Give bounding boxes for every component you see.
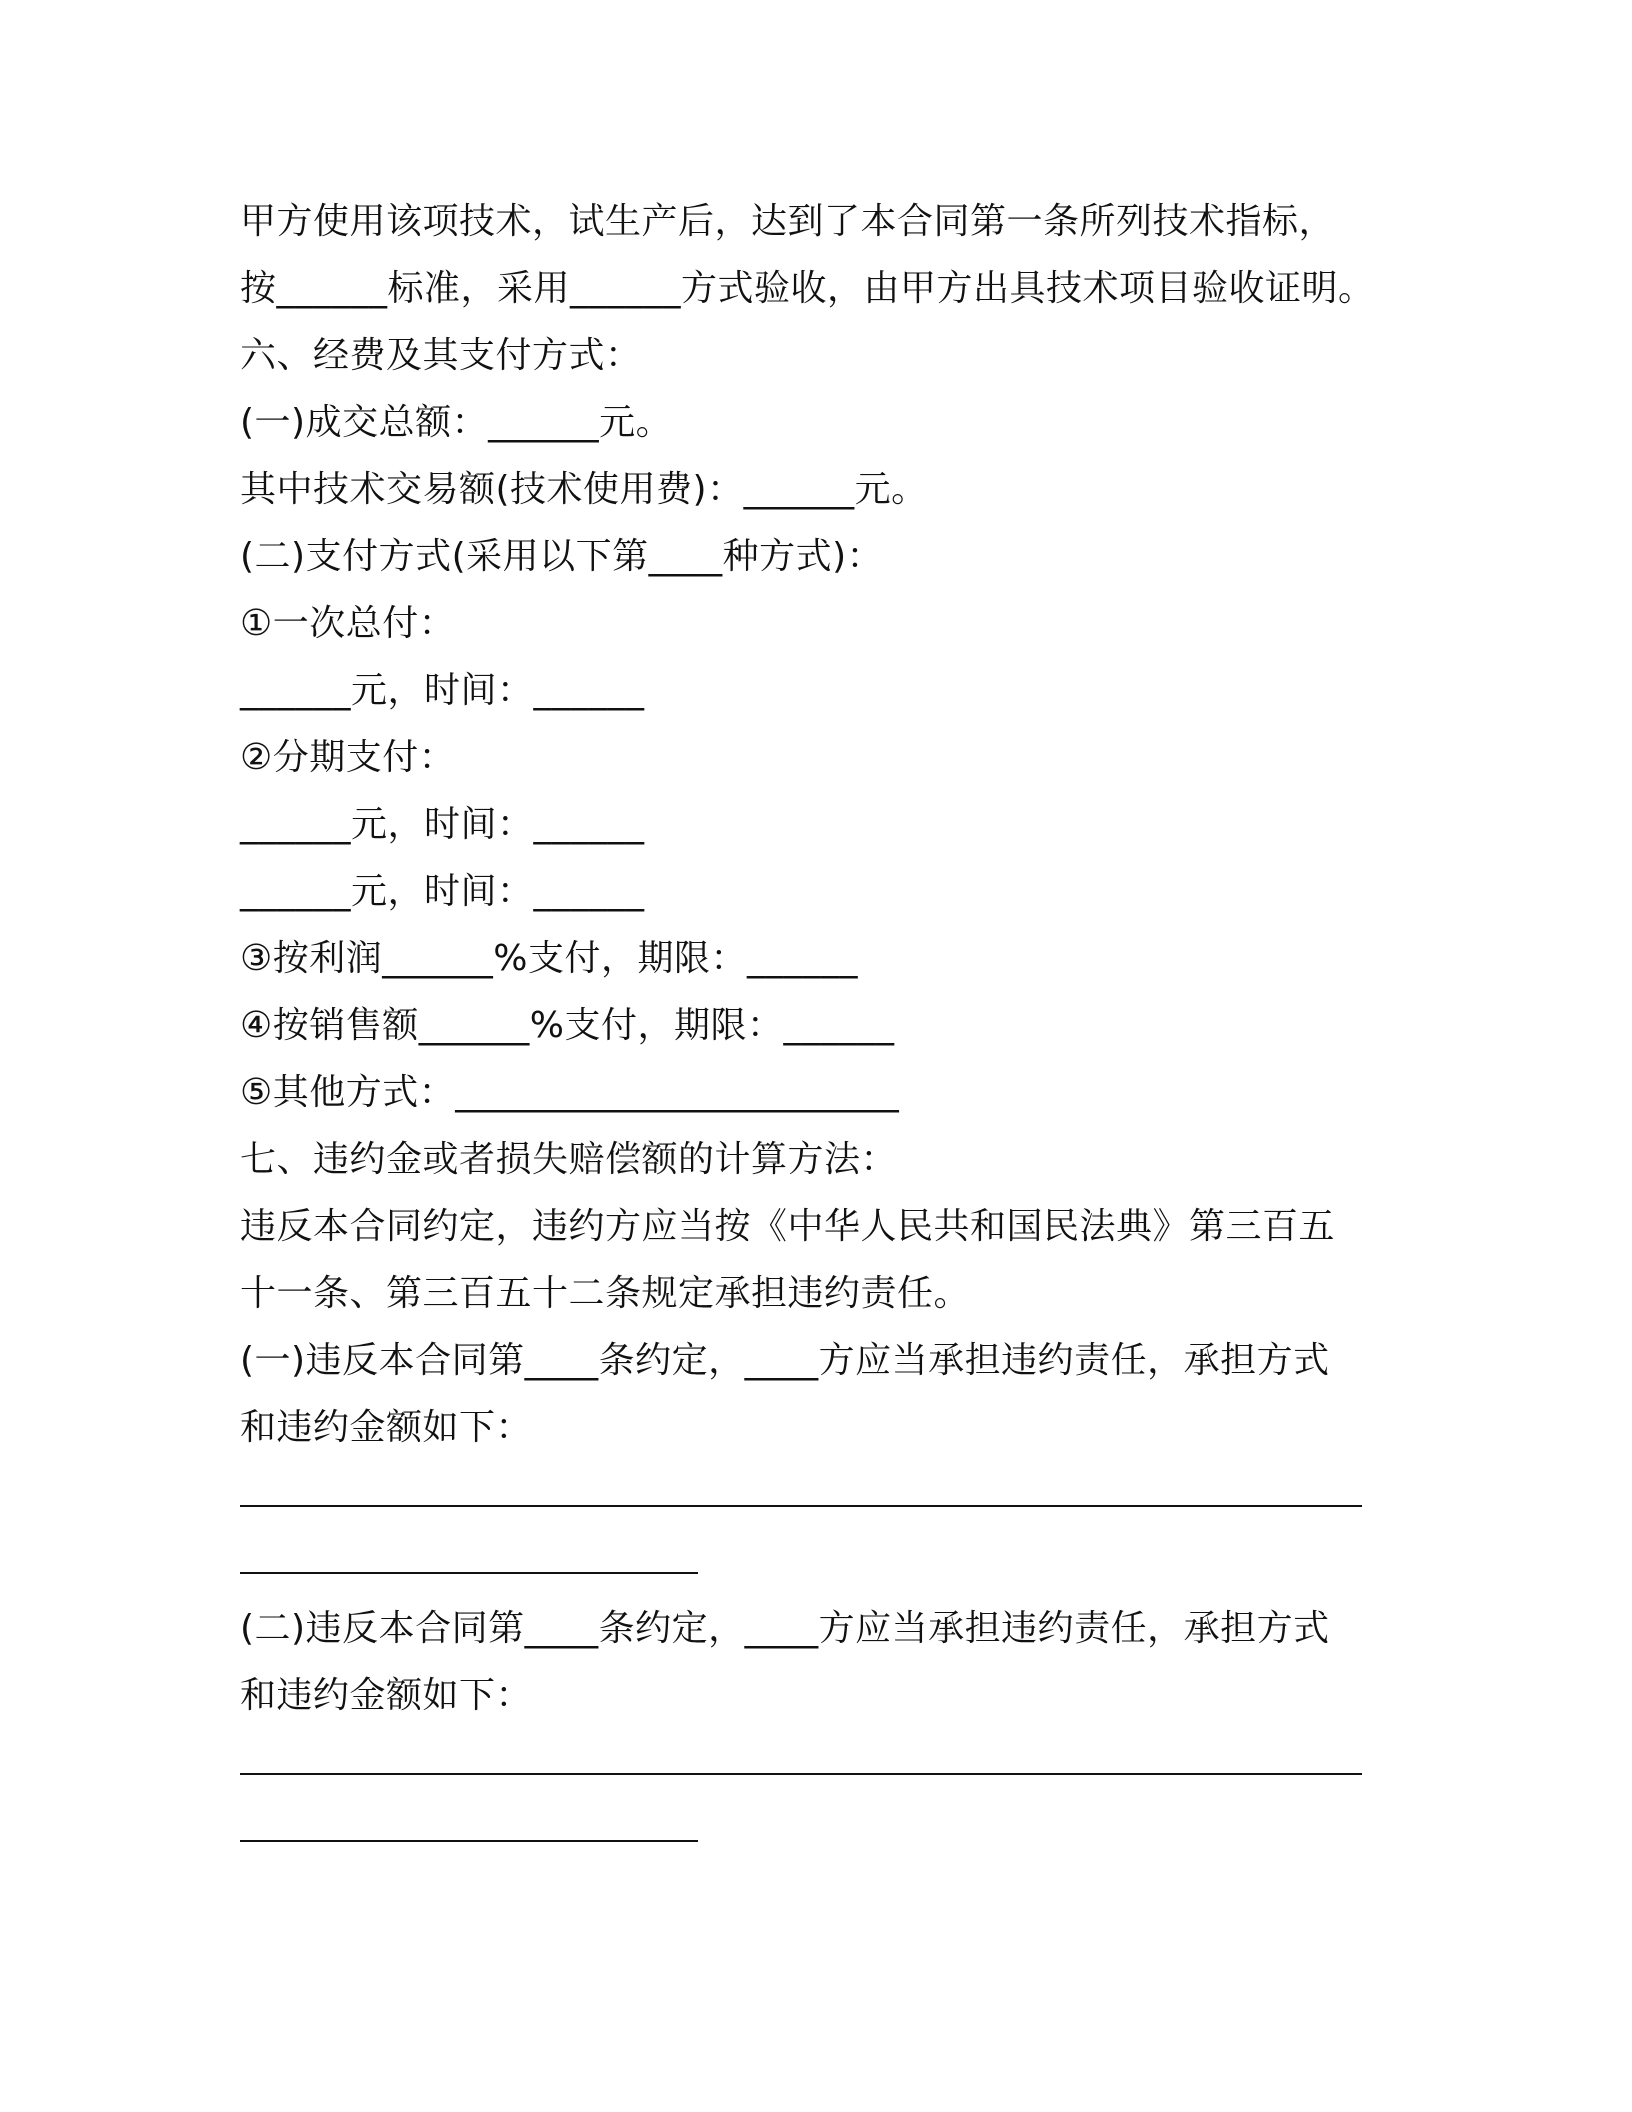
paragraph-line: 甲方使用该项技术，试生产后，达到了本合同第一条所列技术指标， <box>240 201 1336 242</box>
paragraph-line: (二)支付方式(采用以下第____种方式)： <box>240 536 884 577</box>
underline-rule <box>240 1773 1362 1775</box>
blank-fill-line <box>240 1528 1400 1595</box>
section-heading: 七、违约金或者损失赔偿额的计算方法： <box>240 1139 898 1180</box>
list-item: ⑤其他方式：________________________ <box>240 1072 900 1113</box>
underline-rule <box>240 1840 698 1842</box>
paragraph-line: 违反本合同约定，违约方应当按《中华人民共和国民法典》第三百五 <box>240 1206 1336 1247</box>
list-item: ④按销售额______%支付，期限：______ <box>240 1005 895 1046</box>
paragraph-line: 按______标准，采用______方式验收，由甲方出具技术项目验收证明。 <box>240 268 1375 309</box>
underline-rule <box>240 1505 1362 1507</box>
paragraph-line: ______元，时间：______ <box>240 871 645 912</box>
paragraph-line: (一)成交总额：______元。 <box>240 402 673 443</box>
blank-fill-line <box>240 1461 1400 1528</box>
list-item: ③按利润______%支付，期限：______ <box>240 938 858 979</box>
underline-rule <box>240 1572 698 1574</box>
paragraph-line: (二)违反本合同第____条约定，____方应当承担违约责任，承担方式 <box>240 1608 1330 1649</box>
blank-fill-line <box>240 1796 1400 1863</box>
section-heading: 六、经费及其支付方式： <box>240 335 642 376</box>
paragraph-line: (一)违反本合同第____条约定，____方应当承担违约责任，承担方式 <box>240 1340 1330 1381</box>
paragraph-line: 十一条、第三百五十二条规定承担违约责任。 <box>240 1273 971 1314</box>
paragraph-line: ______元，时间：______ <box>240 670 645 711</box>
blank-fill-line <box>240 1729 1400 1796</box>
paragraph-line: ______元，时间：______ <box>240 804 645 845</box>
paragraph-line: 其中技术交易额(技术使用费)：______元。 <box>240 469 928 510</box>
paragraph-line: 和违约金额如下： <box>240 1407 533 1448</box>
paragraph-line: 和违约金额如下： <box>240 1675 533 1716</box>
document-body <box>240 188 1400 1863</box>
list-item: ①一次总付： <box>240 603 456 644</box>
list-item: ②分期支付： <box>240 737 456 778</box>
